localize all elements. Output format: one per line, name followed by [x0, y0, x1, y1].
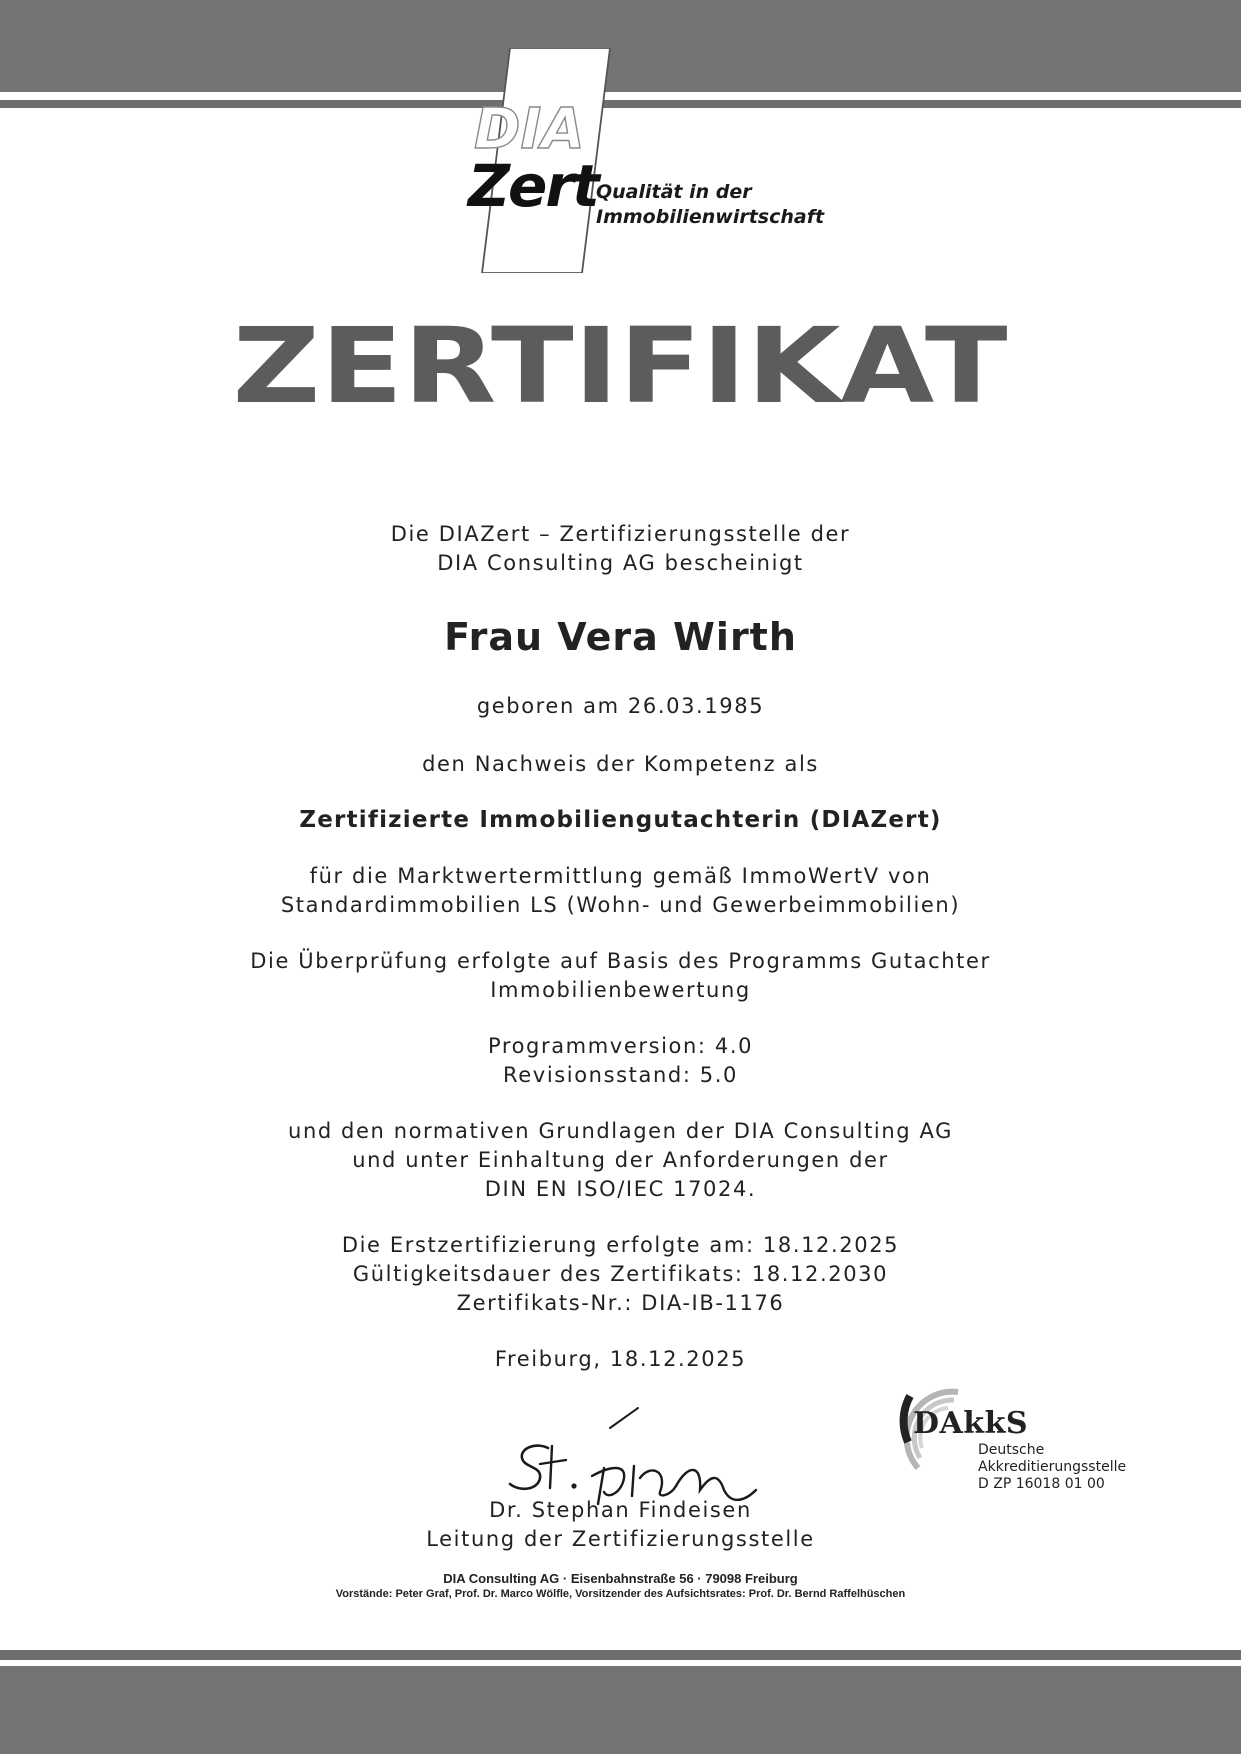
dakks-line: Deutsche: [978, 1442, 1045, 1458]
signer-role: Leitung der Zertifizierungsstelle: [426, 1527, 815, 1551]
norms-line: und den normativen Grundlagen der DIA Consulting AG: [288, 1119, 953, 1143]
bottom-band: [0, 1666, 1241, 1754]
scope-line: für die Marktwertermittlung gemäß ImmoWertV von: [309, 864, 932, 888]
certificate-title-text: ZERTIFIKAT: [232, 310, 1008, 420]
tagline-line: Immobilienwirtschaft: [596, 206, 825, 228]
logo-tagline: [596, 180, 824, 230]
competence-intro: den Nachweis der Kompetenz als: [422, 752, 819, 776]
revision-level: Revisionsstand: 5.0: [503, 1063, 738, 1087]
norms-line: und unter Einhaltung der Anforderungen der: [352, 1148, 889, 1172]
logo-zert-text: Zert: [468, 152, 598, 220]
dakks-name: DAkkS: [913, 1406, 1029, 1441]
certificate-body: [100, 520, 1141, 1374]
tagline-line: Qualität in der: [596, 181, 752, 203]
program-version: Programmversion: 4.0: [487, 1034, 754, 1058]
footer-board: Vorstände: Peter Graf, Prof. Dr. Marco Wölfle, Vorsitzender des Aufsichtsrates: Prof. Dr. Bernd Raffelhüschen: [335, 1588, 906, 1600]
basis-line: Die Überprüfung erfolgte auf Basis des Programms Gutachter: [250, 949, 991, 973]
place-and-date: Freiburg, 18.12.2025: [494, 1347, 747, 1371]
norms-line: DIN EN ISO/IEC 17024.: [484, 1177, 757, 1201]
certificate-title: [0, 310, 1241, 420]
footer: [0, 1570, 1241, 1602]
certificate-number: Zertifikats-Nr.: DIA-IB-1176: [456, 1291, 785, 1315]
signer-block: [100, 1496, 1141, 1554]
diazert-logo: [440, 48, 820, 273]
signature: [500, 1400, 770, 1510]
scope-line: Standardimmobilien LS (Wohn- und Gewerbeimmobilien): [280, 893, 961, 917]
bottom-band-line: [0, 1650, 1241, 1660]
qualification-title: Zertifizierte Immobiliengutachterin (DIAZert): [299, 807, 942, 833]
dakks-text: [978, 1442, 1126, 1493]
signer-name: Dr. Stephan Findeisen: [489, 1498, 752, 1522]
dakks-line: Akkreditierungsstelle: [978, 1459, 1127, 1475]
birth-date: geboren am 26.03.1985: [476, 694, 765, 718]
logo-dia-text: DIA: [474, 97, 585, 162]
recipient-name: Frau Vera Wirth: [444, 615, 797, 659]
first-certification-date: Die Erstzertifizierung erfolgte am: 18.12.2025: [341, 1233, 900, 1257]
dakks-line: D ZP 16018 01 00: [978, 1476, 1105, 1492]
intro-line: Die DIAZert – Zertifizierungsstelle der: [390, 522, 851, 546]
intro-line: DIA Consulting AG bescheinigt: [437, 551, 804, 575]
validity-date: Gültigkeitsdauer des Zertifikats: 18.12.2030: [352, 1262, 889, 1286]
footer-address: DIA Consulting AG · Eisenbahnstraße 56 · 79098 Freiburg: [443, 1571, 798, 1586]
basis-line: Immobilienbewertung: [490, 978, 751, 1002]
